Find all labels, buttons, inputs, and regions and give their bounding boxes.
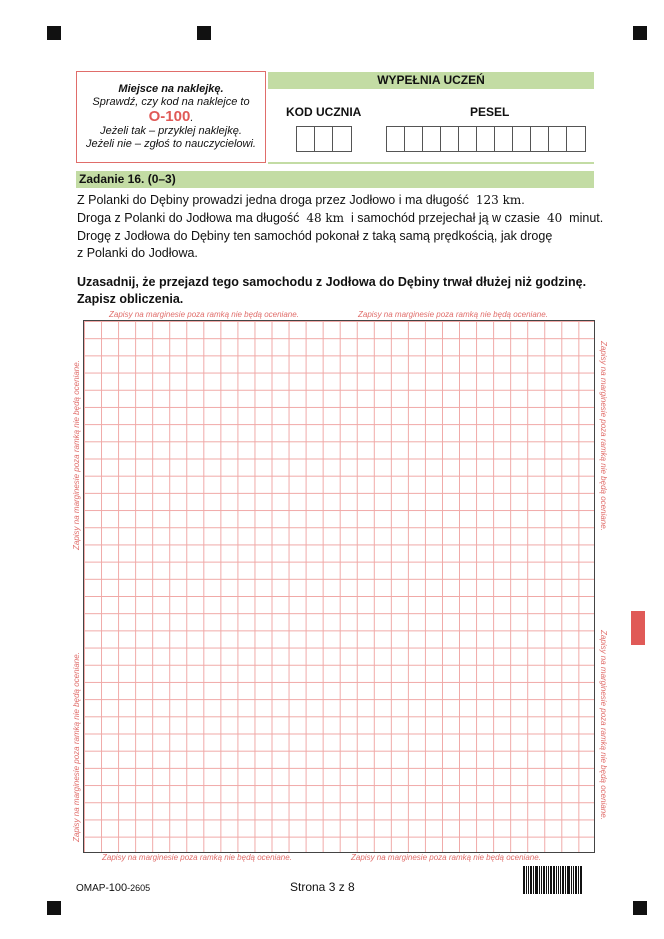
barcode-bar (553, 866, 555, 894)
pesel-box[interactable] (387, 127, 405, 151)
registration-mark-top-right (633, 26, 647, 40)
pesel-box[interactable] (441, 127, 459, 151)
barcode-bar (530, 866, 532, 894)
task-header: Zadanie 16. (0–3) (76, 171, 594, 188)
barcode-bar (567, 866, 570, 894)
pesel-box[interactable] (495, 127, 513, 151)
barcode-bar (560, 866, 561, 894)
sticker-no-line: Jeżeli nie – zgłoś to nauczycielowi. (86, 138, 256, 150)
task-text-line-4: z Polanki do Jodłowa. (77, 246, 198, 260)
margin-note-left-upper: Zapisy na marginesie poza ramką nie będą oceniane. (72, 360, 81, 550)
sticker-yes-line: Jeżeli tak – przyklej naklejkę. (100, 125, 242, 137)
page-number: Strona 3 z 8 (290, 880, 355, 894)
sticker-title: Miejsce na naklejkę. (118, 83, 224, 95)
barcode-bar (558, 866, 559, 894)
task-text-line-2b: i samochód przejechał ją w czasie (351, 211, 540, 225)
pesel-box[interactable] (423, 127, 441, 151)
barcode-bar (580, 866, 582, 894)
kod-box[interactable] (297, 127, 315, 151)
total-distance: 123 km (475, 193, 522, 207)
margin-note-bottom-right: Zapisy na marginesie poza ramką nie będą oceniane. (351, 853, 541, 862)
kod-ucznia-boxes[interactable] (296, 126, 352, 152)
task-instruction-1: Uzasadnij, że przejazd tego samochodu z Jodłowa do Dębiny trwał dłużej niż godzinę. (77, 275, 587, 289)
pesel-box[interactable] (405, 127, 423, 151)
barcode-bar (541, 866, 542, 894)
margin-note-bottom-left: Zapisy na marginesie poza ramką nie będą oceniane. (102, 853, 292, 862)
pesel-label: PESEL (470, 105, 510, 119)
footer-code-suffix: -2605 (127, 883, 151, 893)
barcode-bar (533, 866, 534, 894)
barcode-bar (578, 866, 579, 894)
pesel-box[interactable] (513, 127, 531, 151)
task-text-line-3: Drogę z Jodłowa do Dębiny ten samochód pokonał z taką samą prędkością, jak drogę (77, 229, 553, 243)
barcode-bar (535, 866, 538, 894)
barcode-bar (550, 866, 552, 894)
registration-mark-bottom-right (633, 901, 647, 915)
barcode (523, 866, 586, 894)
margin-note-right-lower: Zapisy na marginesie poza ramką nie będą oceniane. (599, 630, 608, 820)
pesel-box[interactable] (477, 127, 495, 151)
barcode-bar (539, 866, 540, 894)
registration-mark-bottom-left (47, 901, 61, 915)
footer-code-prefix: OMAP- (76, 883, 109, 894)
barcode-bar (575, 866, 577, 894)
margin-note-left-lower: Zapisy na marginesie poza ramką nie będą oceniane. (72, 652, 81, 842)
barcode-bar (546, 866, 547, 894)
pesel-boxes[interactable] (386, 126, 586, 152)
task-instruction-2: Zapisz obliczenia. (77, 292, 184, 306)
barcode-bar (548, 866, 549, 894)
sticker-instruction: Sprawdź, czy kod na naklejce to (92, 96, 250, 108)
barcode-bar (562, 866, 564, 894)
kod-box[interactable] (333, 127, 351, 151)
travel-time: 40 (546, 211, 563, 225)
answer-grid[interactable] (83, 320, 595, 853)
pesel-box[interactable] (567, 127, 585, 151)
margin-note-top-right: Zapisy na marginesie poza ramką nie będą oceniane. (358, 310, 548, 319)
task-text-line-1-end: . (521, 193, 525, 207)
task-text-line-2 (77, 209, 603, 227)
task-text-line-2c: minut. (569, 211, 604, 225)
barcode-bar (556, 866, 557, 894)
task-text-line-1a: Z Polanki do Dębiny prowadzi jedna droga przez Jodłowo i ma długość (77, 193, 469, 207)
pesel-box[interactable] (531, 127, 549, 151)
footer-code-mid: 100 (108, 882, 128, 894)
kod-box[interactable] (315, 127, 333, 151)
barcode-bar (528, 866, 529, 894)
margin-note-right-upper: Zapisy na marginesie poza ramką nie będą oceniane. (599, 341, 608, 531)
pesel-box[interactable] (459, 127, 477, 151)
sticker-code: O-100 (148, 108, 191, 125)
registration-mark-top-center (197, 26, 211, 40)
task-text-line-1 (77, 191, 525, 209)
student-section-title: WYPEŁNIA UCZEŃ (377, 73, 485, 87)
registration-mark-top-left (47, 26, 61, 40)
student-section-bottom-line (268, 162, 594, 164)
barcode-bar (523, 866, 525, 894)
barcode-bar (526, 866, 527, 894)
distance-to-jodlowo: 48 km (306, 211, 345, 225)
barcode-bar (571, 866, 572, 894)
task-text-line-2a: Droga z Polanki do Jodłowa ma długość (77, 211, 300, 225)
sticker-box (76, 71, 266, 163)
footer-code (76, 882, 150, 894)
margin-note-top-left: Zapisy na marginesie poza ramką nie będą oceniane. (109, 310, 299, 319)
barcode-bar (543, 866, 545, 894)
kod-ucznia-label: KOD UCZNIA (286, 105, 362, 119)
pesel-box[interactable] (549, 127, 567, 151)
page-edge-tab (631, 611, 645, 645)
barcode-bar (565, 866, 566, 894)
barcode-bar (573, 866, 574, 894)
sticker-code-suffix: . (190, 112, 194, 124)
